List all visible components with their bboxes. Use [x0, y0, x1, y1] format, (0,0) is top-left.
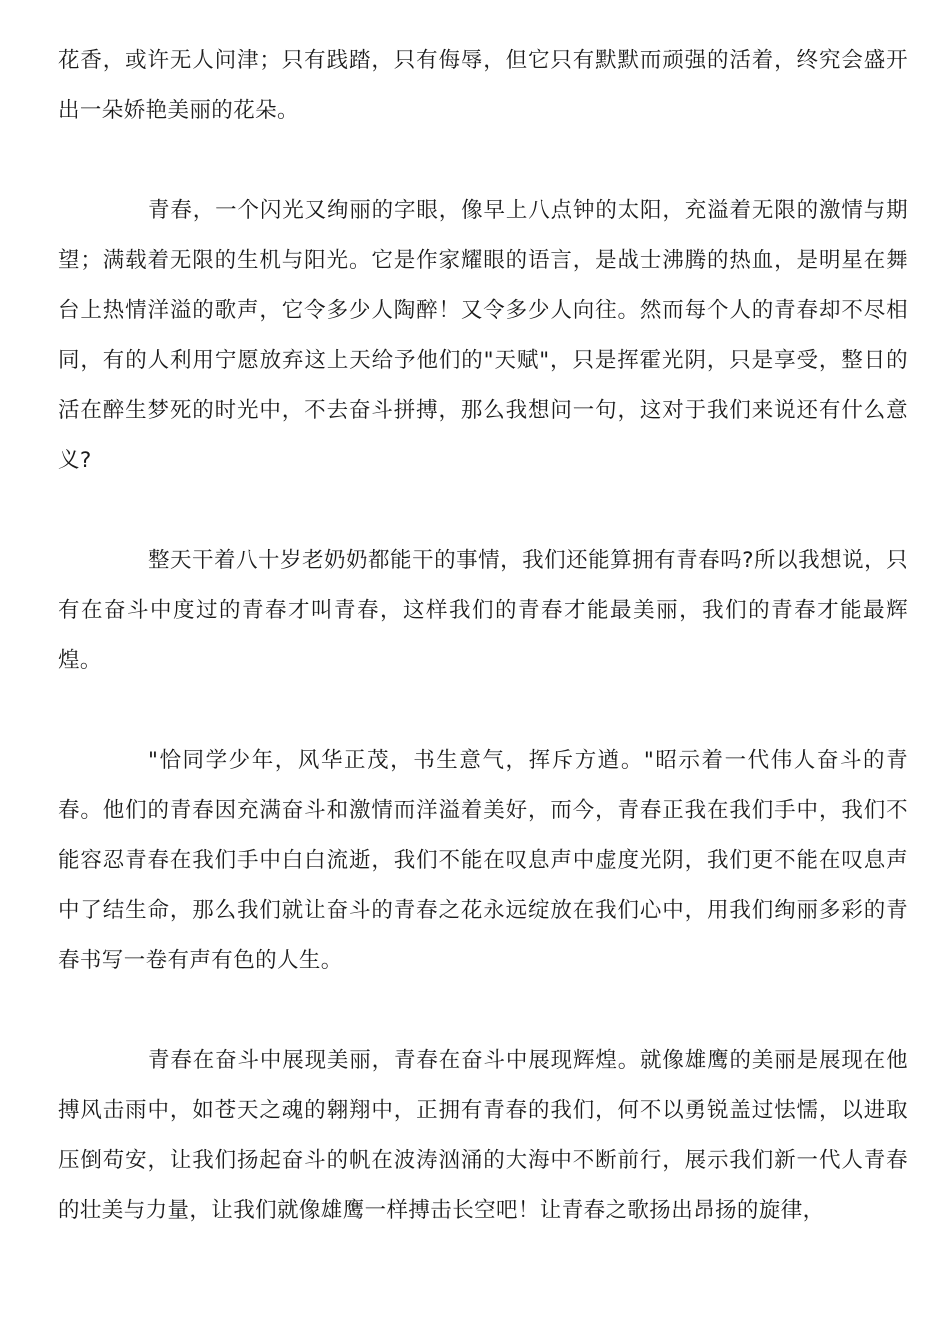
paragraph-3: 整天干着八十岁老奶奶都能干的事情，我们还能算拥有青春吗?所以我想说，只有在奋斗中度过的青春才叫青春，这样我们的青春才能最美丽，我们的青春才能最辉煌。: [58, 548, 908, 673]
paragraph-1: 花香，或许无人问津；只有践踏，只有侮辱，但它只有默默而顽强的活着，终究会盛开出一朵娇艳美丽的花朵。: [58, 48, 908, 123]
paragraph-5: 青春在奋斗中展现美丽，青春在奋斗中展现辉煌。就像雄鹰的美丽是展现在他搏风击雨中，如苍天之魂的翱翔中，正拥有青春的我们，何不以勇锐盖过怯懦，以进取压倒苟安，让我们扬起奋斗的帆在波涛汹涌的大海中不断前行，展示我们新一代人青春的壮美与力量，让我们就像雄鹰一样搏击长空吧！让青春之歌扬出昂扬的旋律，: [58, 1048, 908, 1223]
document-page: [58, 36, 908, 1236]
paragraph-4: "恰同学少年，风华正茂，书生意气，挥斥方遒。"昭示着一代伟人奋斗的青春。他们的青春因充满奋斗和激情而洋溢着美好，而今，青春正我在我们手中，我们不能容忍青春在我们手中白白流逝，我们不能在叹息声中虚度光阴，我们更不能在叹息声中了结生命，那么我们就让奋斗的青春之花永远绽放在我们心中，用我们绚丽多彩的青春书写一卷有声有色的人生。: [58, 748, 908, 973]
paragraph-2: 青春，一个闪光又绚丽的字眼，像早上八点钟的太阳，充溢着无限的激情与期望；满载着无限的生机与阳光。它是作家耀眼的语言，是战士沸腾的热血，是明星在舞台上热情洋溢的歌声，它令多少人陶醉！又令多少人向往。然而每个人的青春却不尽相同，有的人利用宁愿放弃这上天给予他们的"天赋"，只是挥霍光阴，只是享受，整日的活在醉生梦死的时光中，不去奋斗拼搏，那么我想问一句，这对于我们来说还有什么意义?: [58, 198, 908, 473]
